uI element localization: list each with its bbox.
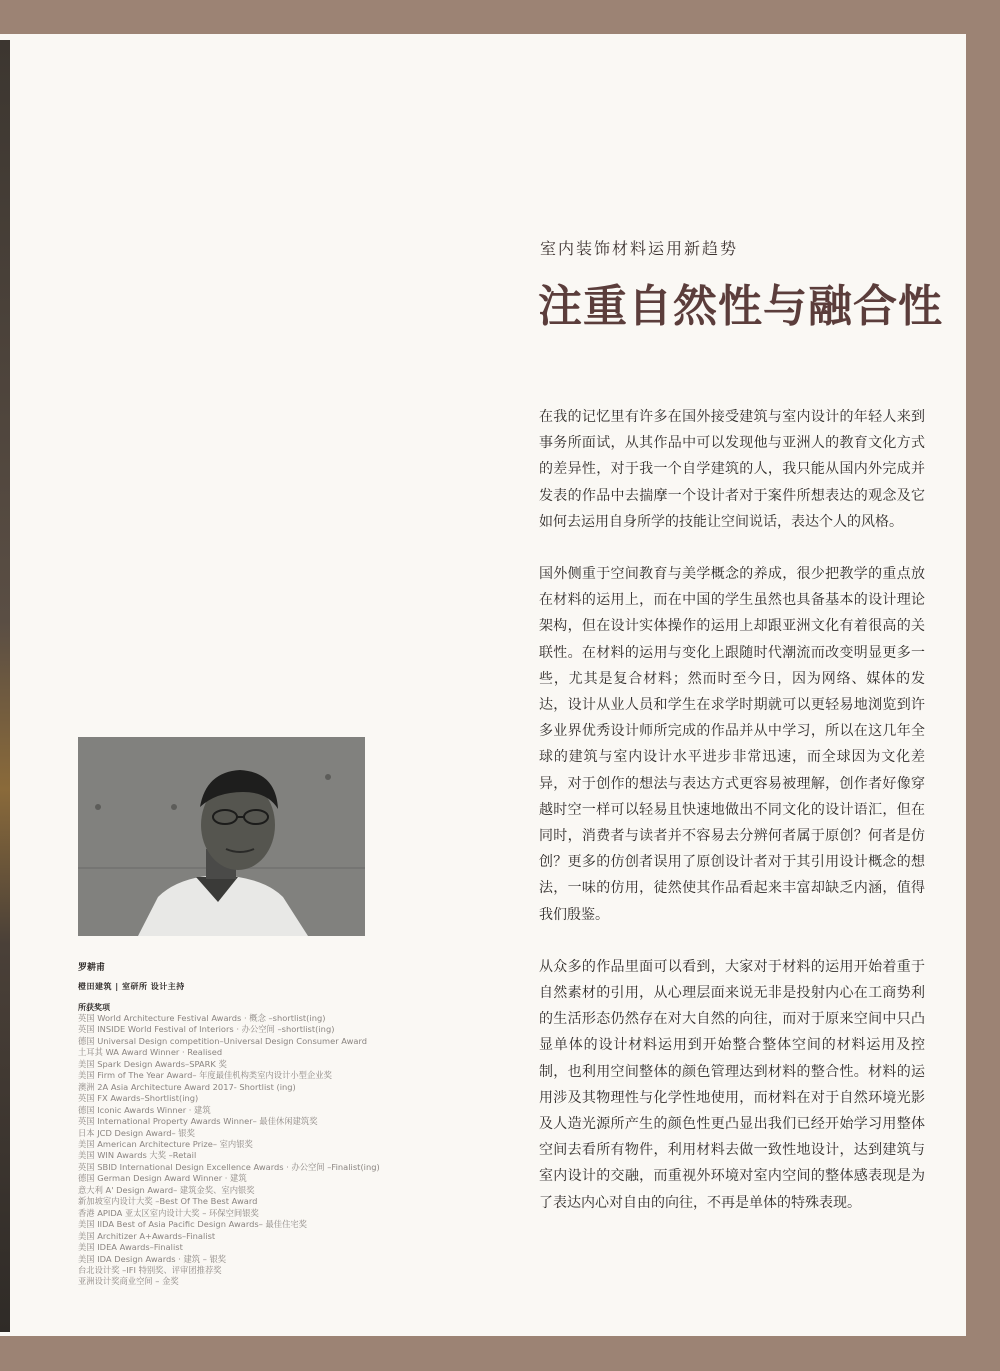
- portrait-image: [78, 737, 365, 936]
- award-item: 美国 IIDA Best of Asia Pacific Design Awards– 最佳住宅奖: [78, 1219, 307, 1230]
- award-item: 意大利 A' Design Award– 建筑金奖、室内银奖: [78, 1184, 255, 1195]
- designer-portrait: [78, 737, 365, 936]
- award-item: 英国 FX Awards–Shortlist(ing): [78, 1093, 199, 1104]
- award-item: 美国 Spark Design Awards–SPARK 奖: [78, 1058, 227, 1069]
- award-item: 英国 World Architecture Festival Awards · 概念 –shortlist(ing): [78, 1013, 326, 1023]
- award-item: 新加坡室内设计大奖 –Best Of The Best Award: [78, 1196, 258, 1207]
- award-item: 英国 INSIDE World Festival of Interiors · 办公空间 –shortlist(ing): [78, 1024, 335, 1035]
- article-title: 注重自然性与融合性: [538, 281, 943, 332]
- body-paragraph: 国外侧重于空间教育与美学概念的养成，很少把教学的重点放在材料的运用上，而在中国的学生虽然也具备基本的设计理论架构，但在设计实体操作的运用上却跟亚洲文化有着很高的关联性。在材料的运用与变化上跟随时代潮流而改变明显更多一些，尤其是复合材料；然而时至今日，因为网络、媒体的发达，设计从业人员和学生在求学时期就可以更轻易地浏览到许多业界优秀设计师所完成的作品并从中学习，所以在这几年全球的建筑与室内设计水平进步非常迅速，而全球因为文化差异，对于创作的想法与表达方式更容易被理解，创作者好像穿越时空一样可以轻易且快速地做出不同文化的设计语汇，但在同时，消费者与读者并不容易去分辨何者属于原创？何者是仿创？更多的仿创者误用了原创设计者对于其引用设计概念的想法，一味的仿用，徒然使其作品看起来丰富却缺乏内涵，值得我们殷鉴。: [539, 566, 925, 923]
- article-body: [539, 404, 925, 1242]
- article-subtitle: 室内装饰材料运用新趋势: [540, 239, 739, 258]
- awards-heading: 所获奖项: [78, 1003, 110, 1012]
- award-item: 美国 WIN Awards 大奖 –Retail: [78, 1150, 197, 1161]
- facing-page-edge: [0, 40, 10, 1332]
- award-item: 德国 German Design Award Winner · 建筑: [78, 1173, 247, 1184]
- award-item: 德国 Iconic Awards Winner · 建筑: [78, 1104, 211, 1115]
- award-item: 日本 JCD Design Award– 银奖: [78, 1127, 195, 1138]
- awards-list: [78, 1013, 408, 1288]
- award-item: 香港 APIDA 亚太区室内设计大奖 – 环保空间银奖: [78, 1207, 259, 1218]
- award-item: 台北设计奖 –IFI 特别奖、评审团推荐奖: [78, 1264, 222, 1275]
- body-paragraph: 在我的记忆里有许多在国外接受建筑与室内设计的年轻人来到事务所面试，从其作品中可以发现他与亚洲人的教育文化方式的差异性，对于我一个自学建筑的人，我只能从国内外完成并发表的作品中去揣摩一个设计者对于案件所想表达的观念及它如何去运用自身所学的技能让空间说话，表达个人的风格。: [539, 409, 925, 530]
- designer-caption: [78, 960, 408, 1288]
- award-item: 美国 Architizer A+Awards–Finalist: [78, 1230, 216, 1241]
- award-item: 美国 American Architecture Prize– 室内银奖: [78, 1138, 253, 1149]
- award-item: 英国 International Property Awards Winner– 最佳休闲建筑奖: [78, 1116, 318, 1127]
- award-item: 德国 Universal Design competition–Universal Design Consumer Award: [78, 1035, 367, 1046]
- designer-name: 罗耕甫: [78, 963, 106, 973]
- award-item: 澳洲 2A Asia Architecture Award 2017- Shortlist (ing): [78, 1081, 296, 1092]
- award-item: 土耳其 WA Award Winner · Realised: [78, 1047, 223, 1058]
- award-item: 亚洲设计奖商业空间 – 金奖: [78, 1276, 179, 1287]
- designer-role: 橙田建筑 | 室研所 设计主持: [78, 982, 185, 991]
- award-item: 美国 IDEA Awards–Finalist: [78, 1242, 183, 1253]
- award-item: 美国 Firm of The Year Award– 年度最佳机构类室内设计小型企业奖: [78, 1070, 332, 1081]
- body-paragraph: 从众多的作品里面可以看到，大家对于材料的运用开始着重于自然素材的引用，从心理层面来说无非是投射内心在工商势利的生活形态仍然存在对大自然的向往，而对于原来空间中只凸显单体的设计材料运用到开始整合整体空间的材料运用及控制，也利用空间整体的颜色管理达到材料的整合性。材料的运用涉及其物理性与化学性地使用，而材料在对于自然环境光影及人造光源所产生的颜色性更凸显出我们已经开始学习用整体空间去看所有物件，利用材料去做一致性地设计，达到建筑与室内设计的交融，而重视外环境对室内空间的整体感表现是为了表达内心对自由的向往，不再是单体的特殊表现。: [539, 958, 925, 1211]
- award-item: 美国 IDA Design Awards · 建筑 – 银奖: [78, 1253, 227, 1264]
- award-item: 英国 SBID International Design Excellence Awards · 办公空间 –Finalist(ing): [78, 1161, 380, 1172]
